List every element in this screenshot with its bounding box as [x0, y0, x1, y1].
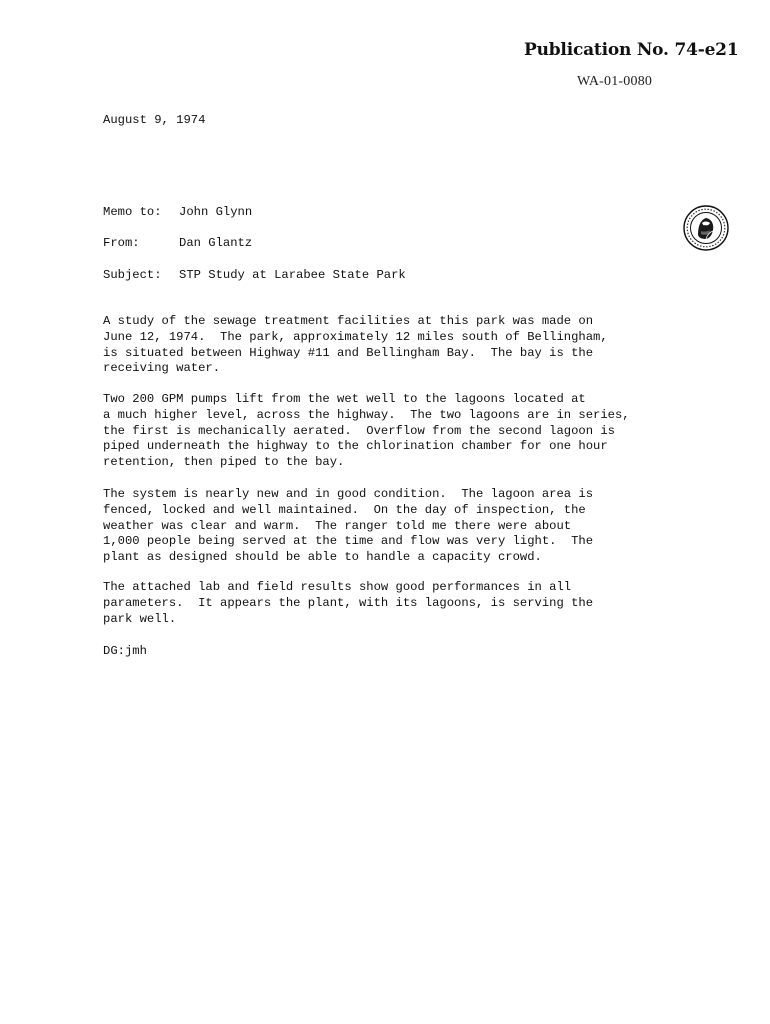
- typist-initials: DG:jmh: [103, 644, 147, 658]
- publication-number: Publication No. 74-e21: [524, 40, 739, 60]
- memo-from-row: [103, 236, 252, 252]
- memo-from-value: Dan Glantz: [179, 236, 253, 250]
- body-paragraph-3: The system is nearly new and in good condition. The lagoon area is fenced, locked and well maintained. On the day of inspection, the weather was clear and warm. The ranger told me there were about 1,000 people being served at the time and flow was very light. The plant as designed should be able to handle a capacity crowd.: [103, 487, 594, 565]
- state-seal-icon: [683, 205, 729, 251]
- memo-to-value: John Glynn: [179, 205, 253, 219]
- memo-subject-label: Subject:: [103, 268, 162, 282]
- memo-to-label: Memo to:: [103, 205, 162, 219]
- body-paragraph-4: The attached lab and field results show good performances in all parameters. It appears the plant, with its lagoons, is serving the park well.: [103, 580, 594, 626]
- memo-to-row: [103, 205, 252, 221]
- document-code: WA-01-0080: [577, 74, 653, 89]
- memo-subject-value: STP Study at Larabee State Park: [179, 268, 406, 282]
- memo-date: August 9, 1974: [103, 113, 206, 127]
- memo-from-label: From:: [103, 236, 140, 250]
- memo-subject-row: [103, 268, 406, 284]
- body-paragraph-2: Two 200 GPM pumps lift from the wet well to the lagoons located at a much higher level, across the highway. The two lagoons are in series, the first is mechanically aerated. Overflow from the second lagoon is piped underneath the highway to the chlorination chamber for one hour retention, then piped to the bay.: [103, 392, 630, 470]
- body-paragraph-1: A study of the sewage treatment facilities at this park was made on June 12, 1974. The park, approximately 12 miles south of Bellingham, is situated between Highway #11 and Bellingham Bay. The bay is the receiving water.: [103, 314, 608, 376]
